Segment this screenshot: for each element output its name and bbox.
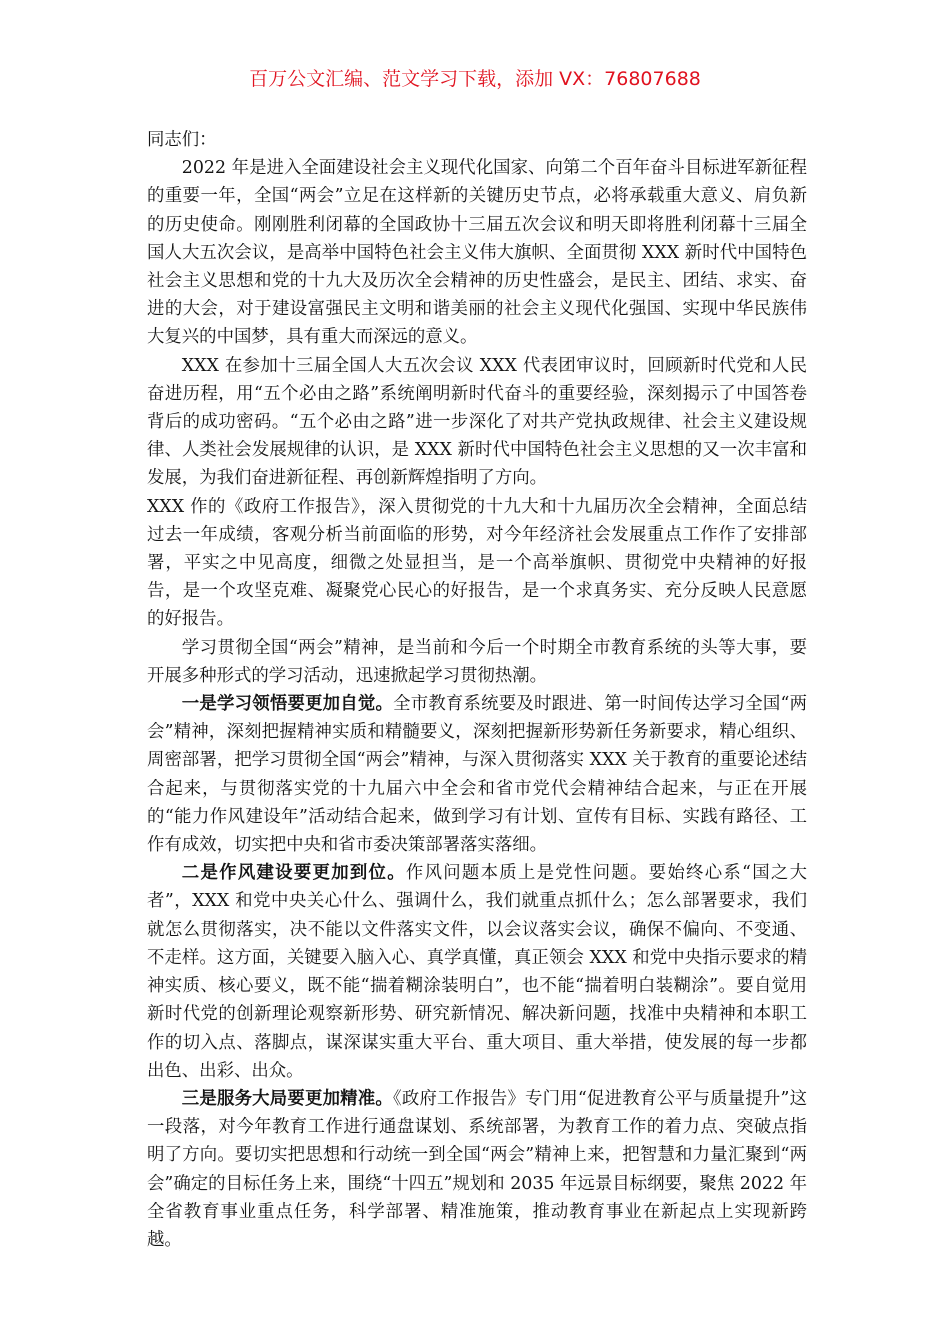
document-body [147,126,807,1254]
section-heading: 二是作风建设要更加到位。 [181,863,406,884]
section-heading: 一是学习领悟要更加自觉。 [181,694,394,715]
section-style [147,859,807,1085]
section-service [147,1085,807,1254]
paragraph-five-paths: XXX 在参加十三届全国人大五次会议 XXX 代表团审议时，回顾新时代党和人民奋进历程，用“五个必由之路”系统阐明新时代奋斗的重要经验，深刻揭示了中国答卷背后的成功密码。“五个必由之路”进一步深化了对共产党执政规律、社会主义建设规律、人类社会发展规律的认识，是 XXX 新时代中国特色社会主义思想的又一次丰富和发展，为我们奋进新征程、再创新辉煌指明了方向。 [147,355,807,489]
watermark-banner: 百万公文汇编、范文学习下载，添加 VX：76807688 [249,68,701,90]
paragraph-government-report: XXX 作的《政府工作报告》，深入贯彻党的十九大和十九届历次全会精神，全面总结过去一年成绩，客观分析当前面临的形势，对今年经济社会发展重点工作作了安排部署，平实之中见高度，细微之处显担当，是一个高举旗帜、贯彻党中央精神的好报告，是一个攻坚克难、凝聚党心民心的好报告，是一个求真务实、充分反映人民意愿的好报告。 [147,496,807,630]
section-study [147,690,807,859]
paragraph-study-call: 学习贯彻全国“两会”精神，是当前和今后一个时期全市教育系统的头等大事，要开展多种形式的学习活动，迅速掀起学习贯彻热潮。 [147,637,807,686]
section-heading: 三是服务大局要更加精准。 [181,1088,393,1109]
section-text: 作风问题本质上是党性问题。要始终心系“国之大者”，XXX 和党中央关心什么、强调什么，我们就重点抓什么；怎么部署要求，我们就怎么贯彻落实，决不能以文件落实文件，以会议落实会议，确保不偏向、不变通、不走样。这方面，关键要入脑入心、真学真懂，真正领会 XXX 和党中央指示要求的精神实质、核心要义，既不能“揣着糊涂装明白”，也不能“揣着明白装糊涂”。要自觉用新时代党的创新理论观察新形势、研究新情况、解决新问题，找准中央精神和本职工作的切入点、落脚点，谋深谋实重大平台、重大项目、重大举措，使发展的每一步都出色、出彩、出众。 [147,863,807,1081]
section-text: 《政府工作报告》专门用“促进教育公平与质量提升”这一段落，对今年教育工作进行通盘谋划、系统部署，为教育工作的着力点、突破点指明了方向。要切实把思想和行动统一到全国“两会”精神上来，把智慧和力量汇聚到“两会”确定的目标任务上来，围绕“十四五”规划和 2035 年远景目标纲要，聚焦 2022 年全省教育事业重点任务，科学部署、精准施策，推动教育事业在新起点上实现新跨越。 [147,1088,807,1250]
salutation: 同志们： [147,130,217,150]
paragraph-intro: 2022 年是进入全面建设社会主义现代化国家、向第二个百年奋斗目标进军新征程的重要一年，全国“两会”立足在这样新的关键历史节点，必将承载重大意义、肩负新的历史使命。刚刚胜利闭幕的全国政协十三届五次会议和明天即将胜利闭幕十三届全国人大五次会议，是高举中国特色社会主义伟大旗帜、全面贯彻 XXX 新时代中国特色社会主义思想和党的十九大及历次全会精神的历史性盛会，是民主、团结、求实、奋进的大会，对于建设富强民主文明和谐美丽的社会主义现代化强国、实现中华民族伟大复兴的中国梦，具有重大而深远的意义。 [147,158,807,348]
section-text: 全市教育系统要及时跟进、第一时间传达学习全国“两会”精神，深刻把握精神实质和精髓要义，深刻把握新形势新任务新要求，精心组织、周密部署，把学习贯彻全国“两会”精神，与深入贯彻落实 XXX 关于教育的重要论述结合起来，与贯彻落实党的十九届六中全会和省市党代会精神结合起来，与正在开展的“能力作风建设年”活动结合起来，做到学习有计划、宣传有目标、实践有路径、工作有成效，切实把中央和省市委决策部署落实落细。 [147,694,807,856]
